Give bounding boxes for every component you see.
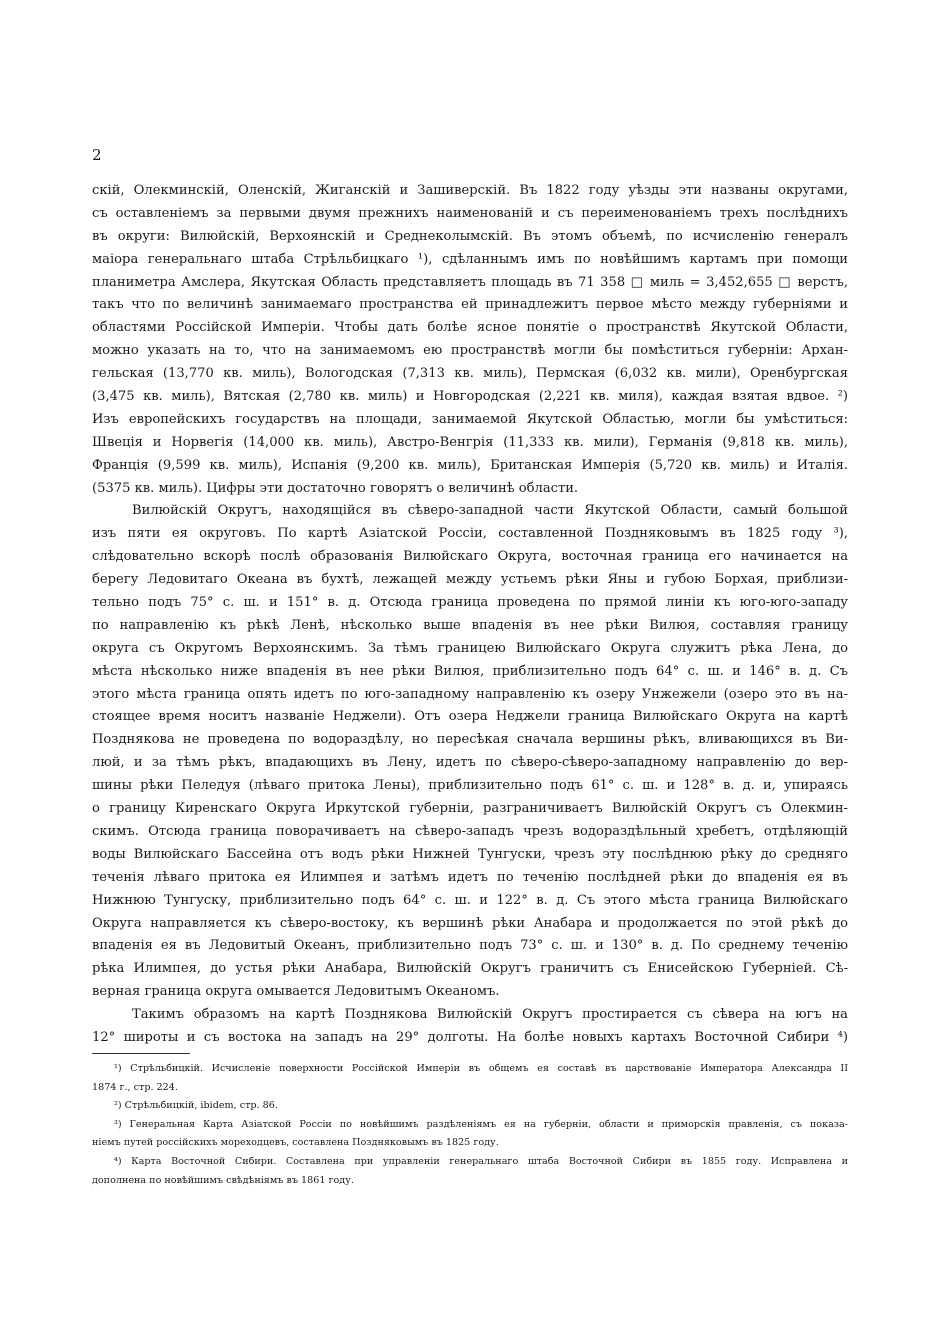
text-line: воды Вилюйскаго Бассейна отъ водъ рѣки Нижней Тунгуски, чрезъ эту послѣднюю рѣку до средняго: [92, 846, 848, 862]
footnote-line: ³) Генеральная Карта Азіатской Россіи по новѣйшимъ раздѣленіямъ ея на губерніи, области и приморскія правленія, съ показа-: [114, 1118, 848, 1130]
text-line: гельская (13,770 кв. миль), Вологодская (7,313 кв. миль), Пермская (6,032 кв. мили), Оренбургская: [92, 366, 848, 382]
text-line: въ округи: Вилюйскій, Верхоянскій и Среднеколымскій. Въ этомъ объемѣ, по исчисленію генералъ: [92, 228, 848, 244]
text-line: тельно подъ 75° с. ш. и 151° в. д. Отсюда граница проведена по прямой линіи къ юго-юго-западу: [92, 595, 848, 611]
text-line: (3,475 кв. миль), Вятская (2,780 кв. миль) и Новгородская (2,221 кв. миля), каждая взятая вдвое. ²): [92, 389, 848, 405]
footnote-line: дополнена по новѣйшимъ свѣдѣніямъ въ 1861 году.: [92, 1174, 354, 1186]
footnote-line: 1874 г., стр. 224.: [92, 1081, 178, 1093]
text-line: Позднякова не проведена по водораздѣлу, но пересѣкая сначала вершины рѣкъ, вливающихся въ Ви-: [92, 732, 848, 748]
text-line: такъ что по величинѣ занимаемаго пространства ей принадлежитъ первое мѣсто между губерніями и: [92, 297, 848, 313]
text-line: теченія лѣваго притока ея Илимпея и затѣмъ идетъ по теченію послѣдней рѣки до впаденія ея въ: [92, 869, 848, 885]
text-line: стоящее время носитъ названіе Неджели). Отъ озера Неджели граница Вилюйскаго Округа на картѣ: [92, 709, 848, 725]
text-line: мѣста нѣсколько ниже впаденія въ нее рѣки Вилюя, приблизительно подъ 64° с. ш. и 146° в. д. Съ: [92, 663, 848, 679]
text-line: Округа направляется къ сѣверо-востоку, къ вершинѣ рѣки Анабара и продолжается по этой рѣкѣ до: [92, 915, 848, 931]
text-line: впаденія ея въ Ледовитый Океанъ, приблизительно подъ 73° с. ш. и 130° в. д. По среднему теченію: [92, 938, 848, 954]
text-line: съ оставленіемъ за первыми двумя прежнихъ наименованій и съ переименованіемъ трехъ послѣднихъ: [92, 205, 848, 221]
text-line: Вилюйскій Округъ, находящійся въ сѣверо-западной части Якутской Области, самый большой: [132, 503, 848, 519]
text-line: Франція (9,599 кв. миль), Испанія (9,200 кв. миль), Британская Имперія (5,720 кв. миль) и Италія.: [92, 457, 848, 473]
text-line: верная граница округа омывается Ледовитымъ Океаномъ.: [92, 984, 500, 1000]
text-line: изъ пяти ея округовъ. По картѣ Азіатской Россіи, составленной Поздняковымъ въ 1825 году ³),: [92, 526, 848, 542]
text-line: этого мѣста граница опять идетъ по юго-западному направленію къ озеру Унжежели (озеро это въ на-: [92, 686, 848, 702]
text-line: Нижнюю Тунгуску, приблизительно подъ 64° с. ш. и 122° в. д. Съ этого мѣста граница Вилюйскаго: [92, 892, 848, 908]
text-line: по направленію къ рѣкѣ Ленѣ, нѣсколько выше впаденія въ нее рѣки Вилюя, составляя границу: [92, 617, 848, 633]
text-line: Такимъ образомъ на картѣ Позднякова Вилюйскій Округъ простирается съ сѣвера на югъ на: [132, 1007, 848, 1023]
text-line: берегу Ледовитаго Океана въ бухтѣ, лежащей между устьемъ рѣки Яны и губою Борхая, приблизи-: [92, 572, 848, 588]
text-line: о границу Киренскаго Округа Иркутской губерніи, разграничиваетъ Вилюйскій Округъ съ Олекмин-: [92, 801, 848, 817]
text-line: Швеція и Норвегія (14,000 кв. миль), Австро-Венгрія (11,333 кв. мили), Германія (9,818 кв. миль),: [92, 434, 848, 450]
text-line: маіора генеральнаго штаба Стрѣльбицкаго ¹), сдѣланнымъ имъ по новѣйшимъ картамъ при помощи: [92, 251, 848, 267]
text-line: скимъ. Отсюда граница поворачиваетъ на сѣверо-западъ чрезъ водораздѣльный хребетъ, отдѣляющій: [92, 823, 848, 839]
footnote-divider: [92, 1053, 190, 1054]
text-line: шины рѣки Пеледуя (лѣваго притока Лены), приблизительно подъ 61° с. ш. и 128° в. д. и, упираясь: [92, 778, 848, 794]
text-line: слѣдовательно вскорѣ послѣ образованія Вилюйскаго Округа, восточная граница его начинается на: [92, 549, 848, 565]
text-line: рѣка Илимпея, до устья рѣки Анабара, Вилюйскій Округъ граничитъ съ Енисейскою Губерніей. Сѣ-: [92, 961, 848, 977]
footnote-line: ніемъ путей россійскихъ мореходцевъ, составлена Поздняковымъ въ 1825 году.: [92, 1137, 499, 1149]
footnote-line: ¹) Стрѣльбицкій. Исчисленіе поверхности Россійской Имперіи въ общемъ ея составѣ въ царствованіе Императора Александра II: [114, 1063, 848, 1074]
text-line: (5375 кв. миль). Цифры эти достаточно говорятъ о величинѣ области.: [92, 480, 579, 496]
footnote-line: ²) Стрѣльбицкій, ibidem, стр. 86.: [114, 1100, 278, 1112]
footnote-line: ⁴) Карта Восточной Сибири. Составлена при управленіи генеральнаго штаба Восточной Сибири въ 1855 году. Исправлена и: [114, 1155, 848, 1167]
text-line: планиметра Амслера, Якутская Область представляетъ площадь въ 71 358 □ миль = 3,452,655 □ верстъ,: [92, 274, 848, 290]
text-line: 12° широты и съ востока на западъ на 29° долготы. На болѣе новыхъ картахъ Восточной Сибири ⁴): [92, 1029, 848, 1045]
text-line: люй, и за тѣмъ рѣкъ, впадающихъ въ Лену, идетъ по сѣверо-сѣверо-западному направленію до вер-: [92, 755, 848, 771]
text-line: скій, Олекминскій, Оленскій, Жиганскій и Зашиверскій. Въ 1822 году уѣзды эти названы округами,: [92, 183, 848, 198]
footnotes: [92, 1060, 848, 1190]
page-number: 2: [92, 146, 102, 164]
text-line: округа съ Округомъ Верхоянскимъ. За тѣмъ границею Вилюйскаго Округа служитъ рѣка Лена, до: [92, 640, 848, 656]
text-line: можно указать на то, что на занимаемомъ ею пространствѣ могли бы помѣститься губерніи: Архан-: [92, 343, 848, 359]
body-text: [92, 180, 848, 1050]
text-line: Изъ европейскихъ государствъ на площади, занимаемой Якутской Областью, могли бы умѣститься:: [92, 411, 848, 427]
text-line: областями Россійской Имперіи. Чтобы дать болѣе ясное понятіе о пространствѣ Якутской Области,: [92, 320, 848, 336]
